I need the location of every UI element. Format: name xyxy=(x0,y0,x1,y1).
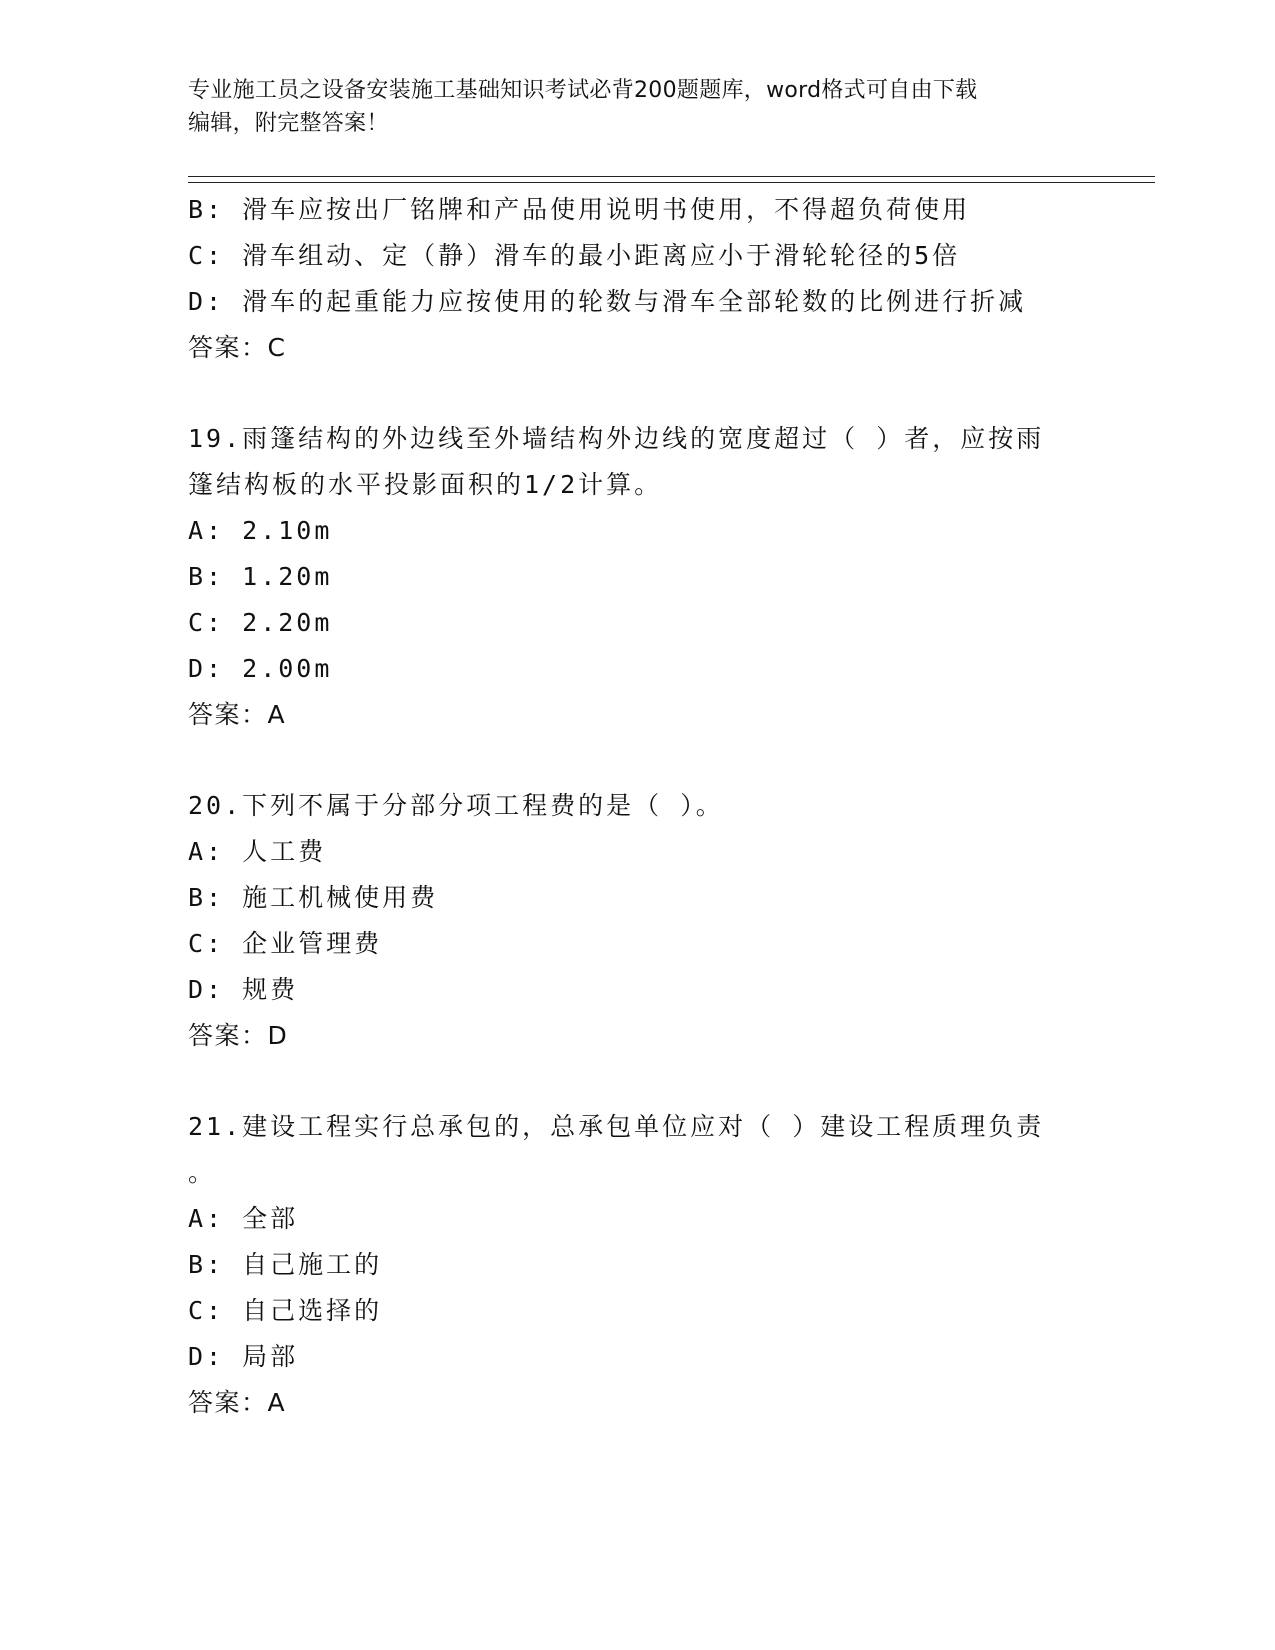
option-d: D: 局部 xyxy=(188,1342,299,1371)
question-text-line: 。 xyxy=(188,1158,217,1187)
option-b: B: 自己施工的 xyxy=(188,1250,383,1279)
option-b: B: 施工机械使用费 xyxy=(188,883,439,912)
question-block xyxy=(188,1104,1088,1426)
option-a: A: 2.10m xyxy=(188,516,333,545)
option-b: B: 1.20m xyxy=(188,562,333,591)
question-list xyxy=(188,187,1088,1426)
option-d: D: 规费 xyxy=(188,975,299,1004)
question-block xyxy=(188,783,1088,1059)
option-a: A: 人工费 xyxy=(188,837,327,866)
question-text-line: 20.下列不属于分部分项工程费的是（ ）。 xyxy=(188,791,724,820)
option-c: C: 自己选择的 xyxy=(188,1296,383,1325)
document-header xyxy=(188,74,1088,140)
option-b: B: 滑车应按出厂铭牌和产品使用说明书使用，不得超负荷使用 xyxy=(188,195,971,224)
option-a: A: 全部 xyxy=(188,1204,299,1233)
header-title-line-1: 专业施工员之设备安装施工基础知识考试必背200题题库，word格式可自由下载 xyxy=(188,78,978,103)
option-c: C: 滑车组动、定（静）滑车的最小距离应小于滑轮轮径的5倍 xyxy=(188,241,961,270)
question-text-line: 19.雨篷结构的外边线至外墙结构外边线的宽度超过（ ）者，应按雨 xyxy=(188,424,1045,453)
option-c: C: 2.20m xyxy=(188,608,333,637)
question-text-line: 篷结构板的水平投影面积的1/2计算。 xyxy=(188,470,663,499)
answer-line: 答案：D xyxy=(188,1021,289,1050)
answer-line: 答案：C xyxy=(188,333,287,362)
option-d: D: 2.00m xyxy=(188,654,333,683)
header-divider-bottom xyxy=(188,182,1155,183)
question-text-line: 21.建设工程实行总承包的，总承包单位应对（ ）建设工程质理负责 xyxy=(188,1112,1045,1141)
answer-line: 答案：A xyxy=(188,700,287,729)
answer-line: 答案：A xyxy=(188,1388,287,1417)
header-divider-top xyxy=(188,176,1155,177)
option-d: D: 滑车的起重能力应按使用的轮数与滑车全部轮数的比例进行折减 xyxy=(188,287,1027,316)
spacer xyxy=(188,738,1088,783)
spacer xyxy=(188,1059,1088,1104)
header-title-line-2: 编辑，附完整答案！ xyxy=(188,111,389,136)
spacer xyxy=(188,371,1088,416)
question-block xyxy=(188,187,1088,371)
option-c: C: 企业管理费 xyxy=(188,929,383,958)
question-block xyxy=(188,416,1088,738)
